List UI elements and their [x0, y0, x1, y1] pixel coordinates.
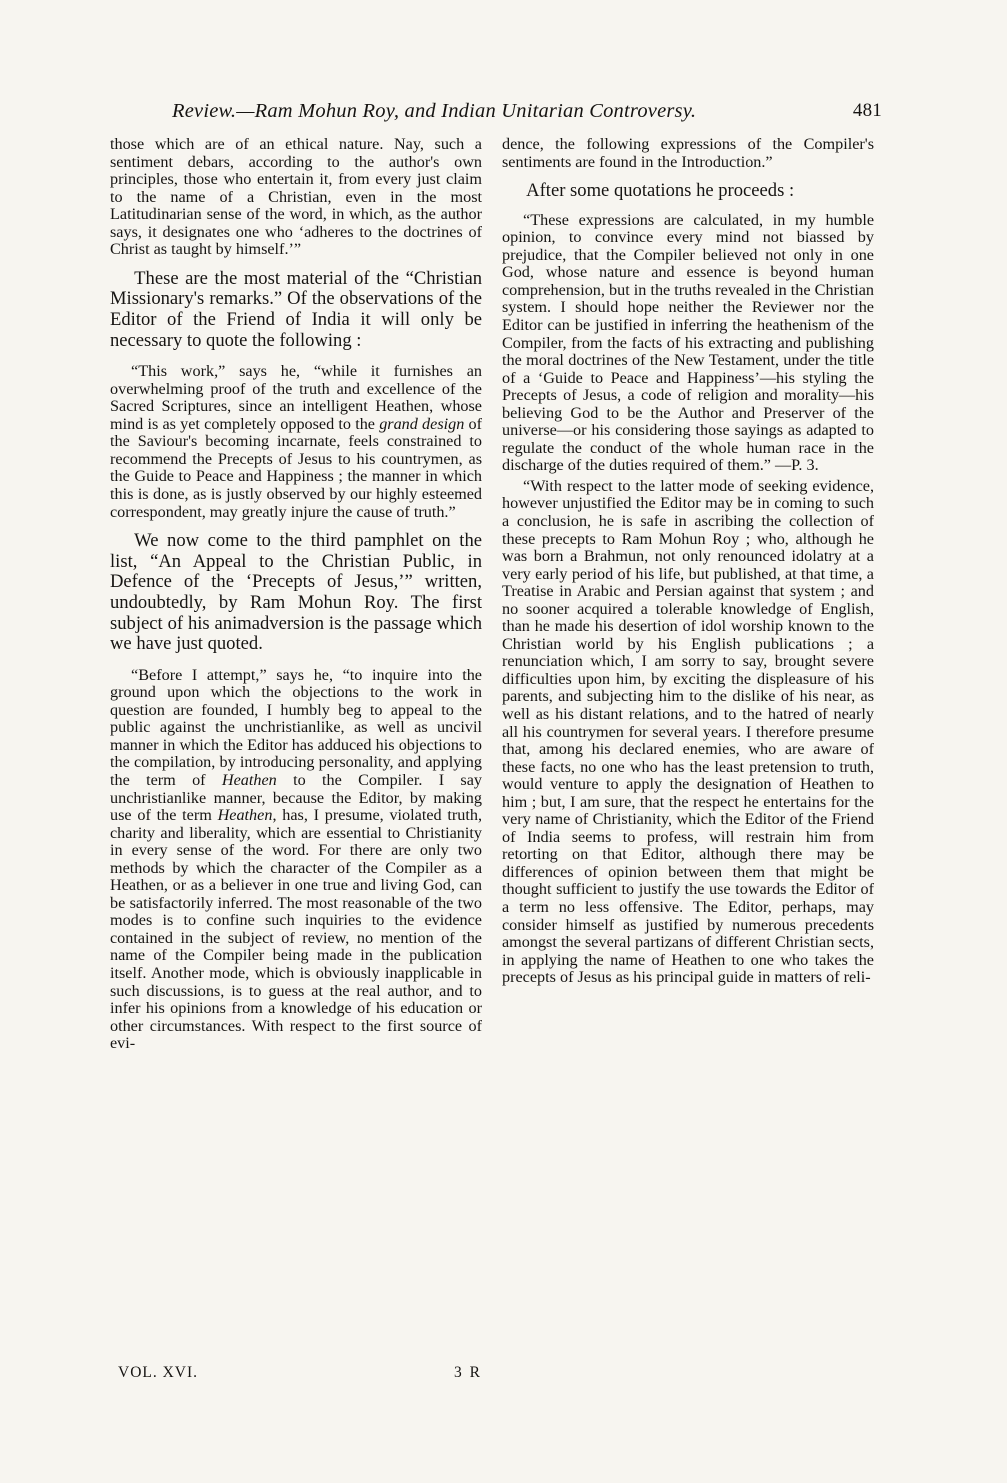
quote-text: “This work,” says he, “while it furnishes an overwhelming proof of the truth and excellence of the Sacred Scriptures, since an intelligent Heathen, whose mind is as yet completely opposed to the	[110, 362, 482, 433]
running-header	[172, 94, 882, 128]
volume-label: VOL. XVI.	[118, 1364, 199, 1381]
right-paragraph-2: After some quotations he proceeds :	[526, 180, 795, 202]
page-number: 481	[852, 100, 882, 121]
quote-text: , has, I presume, violated truth, charity and liberality, which are essential to Christianity in every sense of the word. For there are only two methods by which the character of the Compiler as a Heathen, or as a believer in one true and living God, can be satisfactorily inferred. The most reasonable of the two modes is to confine such inquiries to the evidence contained in the subject of review, no mention of the name of the Compiler being made in the publication itself. Another mode, which is obviously inapplicable in such discussions, is to guess at the real author, and to infer his opinions from a knowledge of his education or other circumstances. With respect to the first source of evi-	[110, 806, 482, 1053]
quote-text: of the Saviour's becoming incarnate, feels constrained to recommend the Precepts of Jesus to his countrymen, as the Guide to Peace and Happiness ; the manner in which this is done, as is justly observed by our highly esteemed correspondent, may greatly injure the cause of truth.”	[110, 414, 482, 521]
right-column	[502, 136, 874, 1376]
left-quotation-1	[110, 363, 482, 521]
left-paragraph-1: those which are of an ethical nature. Nay, such a sentiment debars, according to the author's own principles, those who entertain it, from every just claim to the name of a Christian, even in the most Latitudinarian sense of the word, in which, as the author says, it designates one who ‘adheres to the doctrines of Christ as taught by himself.’”	[110, 136, 482, 259]
running-title: Review.—Ram Mohun Roy, and Indian Unitarian Controversy.	[172, 100, 697, 122]
emphasis-text: Heathen	[217, 806, 273, 825]
left-paragraph-4: We now come to the third pamphlet on the list, “An Appeal to the Christian Public, in Defence of the ‘Precepts of Jesus,’” written, undoubtedly, by Ram Mohun Roy. The first subject of his animadversion is the passage which we have just quoted.	[110, 530, 482, 655]
right-quotation-1: “These expressions are calculated, in my humble opinion, to convince every mind not biassed by prejudice, that the Compiler believed not only in one God, whose nature and essence is beyond human comprehension, but in the truths revealed in the Christian system. I should hope neither the Reviewer nor the Editor can be justified in inferring the heathenism of the Compiler, from the facts of his extracting and publishing the moral doctrines of the New Testament, under the title of a ‘Guide to Peace and Happiness’—his styling the Precepts of Jesus, a code of religion and morality—his believing God to be the Author and Preserver of the universe—or his considering those sayings as adapted to regulate the conduct of the whole human race in the discharge of the duties required of them.” —P. 3.	[502, 210, 874, 475]
signature-mark: 3 R	[454, 1364, 482, 1381]
emphasis-text: grand design	[379, 414, 465, 433]
emphasis-text: Heathen	[221, 770, 277, 789]
quote-text: to the Compiler. I say unchristianlike manner, because the Editor, by making use of the term	[110, 770, 482, 825]
page-footer	[118, 1364, 482, 1388]
right-quotation-2: “With respect to the latter mode of seeking evidence, however unjustified the Editor may be in coming to such a conclusion, he is safe in ascribing the collection of these precepts to Ram Mohun Roy ; who, although he was born a Brahmun, not only renounced idolatry at a very early period of his life, but published, at that time, a Treatise in Arabic and Persian against that system ; and no sooner acquired a tolerable knowledge of English, than he made his desertion of idol worship known to the Christian world by his English publications ; a renunciation which, I am sorry to say, brought severe difficulties upon him, by exciting the displeasure of his parents, and subjecting him to the dislike of his near, as well as his distant relations, and to the hatred of nearly all his countrymen for several years. I therefore presume that, among his declared enemies, who are aware of these facts, no one who has the least pretension to truth, would venture to apply the designation of Heathen to him ; but, I am sure, that the respect he entertains for the very name of Christianity, which the Editor of the Friend of India seems to profess, will restrain him from retorting on that Editor, although there may be differences of opinion between them that might be thought sufficient to justify the use towards the Editor of a term no less offensive. The Editor, perhaps, may consider himself as justified by numerous precedents amongst the several partizans of different Christian sects, in applying the name of Heathen to one who takes the precepts of Jesus as his principal guide in matters of reli-	[502, 476, 874, 987]
left-quotation-2	[110, 667, 482, 1053]
left-paragraph-2: These are the most material of the “Christian Missionary's remarks.” Of the observations of the Editor of the Friend of India it will only be necessary to quote the following :	[110, 267, 482, 351]
left-column	[110, 136, 482, 1376]
quote-text: “Before I attempt,” says he, “to inquire into the ground upon which the objections to the work in question are founded, I humbly beg to appeal to the public against the unchristianlike, as well as uncivil manner in which the Editor has adduced his objections to the compilation, by introducing personality, and applying the term of	[110, 665, 482, 789]
right-paragraph-1: dence, the following expressions of the Compiler's sentiments are found in the Introduction.”	[502, 136, 874, 171]
